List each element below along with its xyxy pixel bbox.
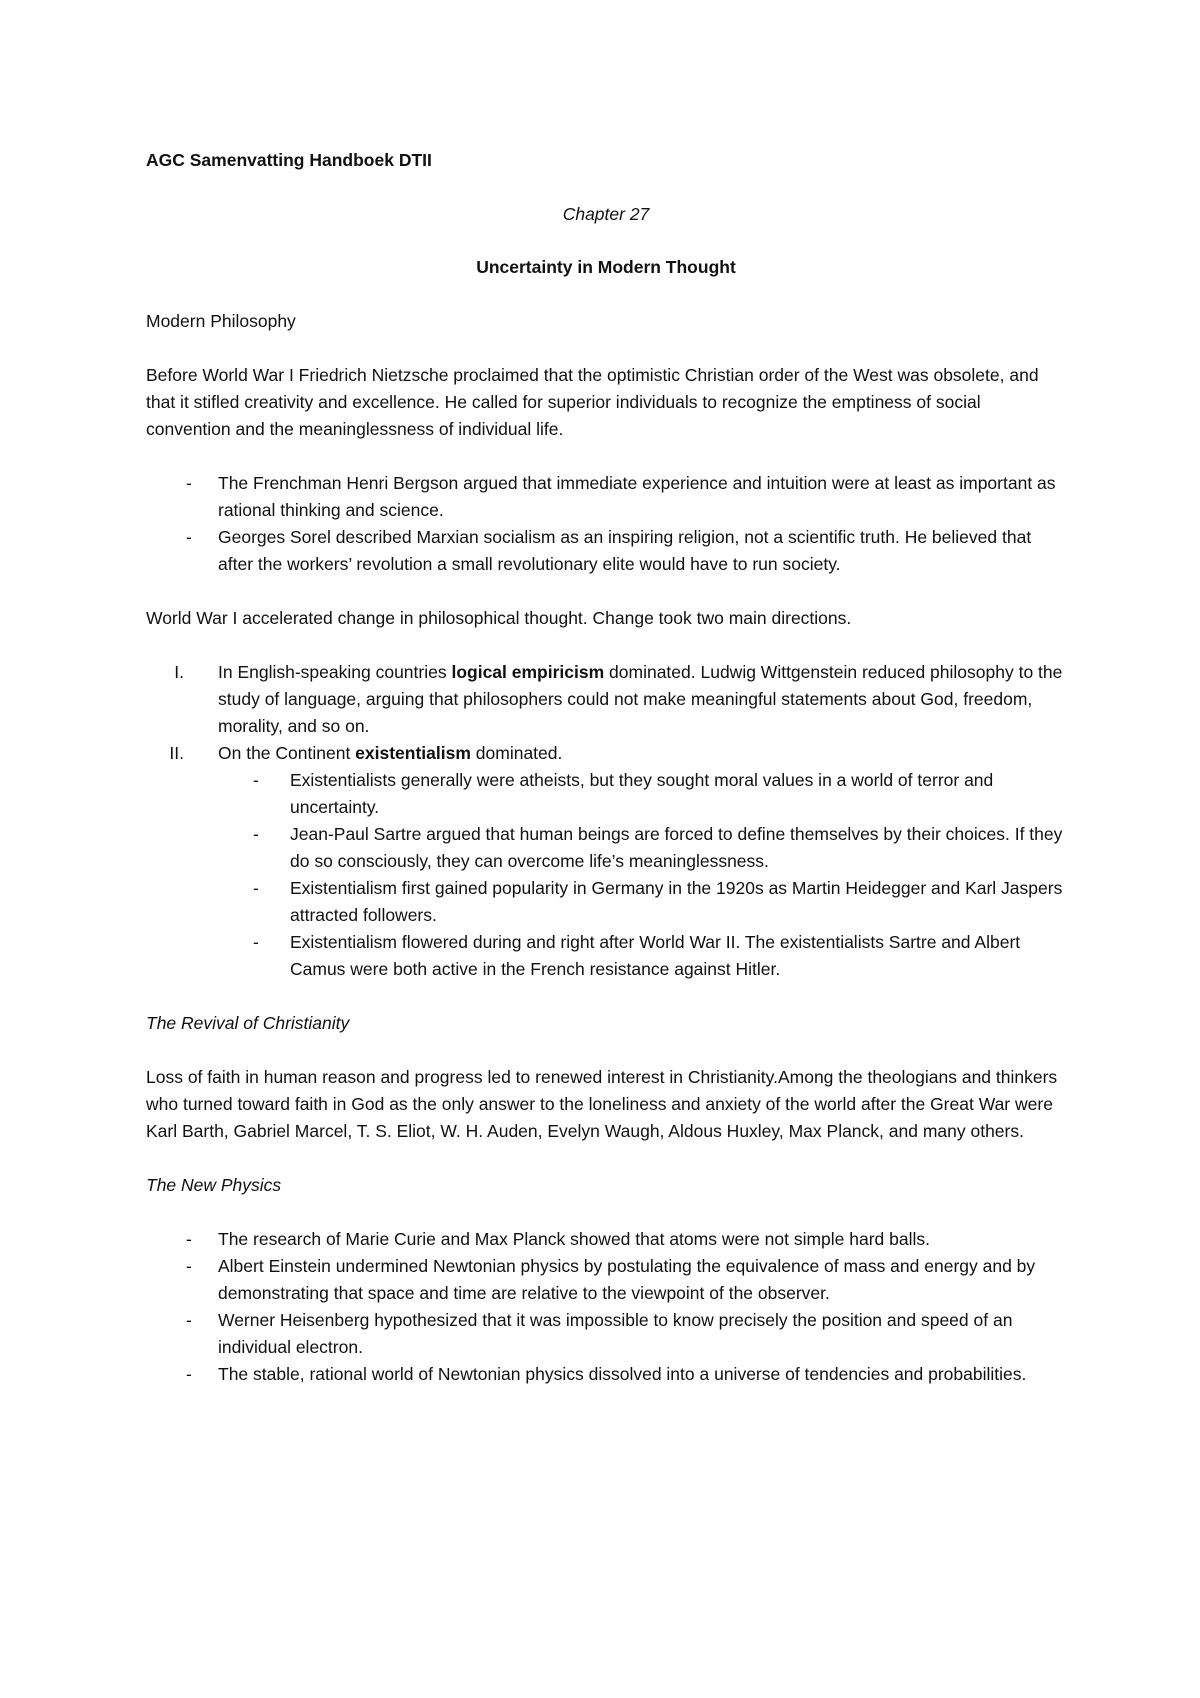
list-item: [146, 470, 1066, 524]
list-item-text: The research of Marie Curie and Max Planck showed that atoms were not simple hard balls.: [218, 1229, 930, 1249]
section-heading-modern-philosophy: Modern Philosophy: [146, 311, 296, 331]
list-item: [146, 524, 1066, 578]
dash-marker: -: [186, 1256, 192, 1276]
dash-marker: -: [186, 1364, 192, 1384]
paragraph-nietzsche: Before World War I Friedrich Nietzsche proclaimed that the optimistic Christian order of the West was obsolete, and that it stifled creativity and excellence. He called for superior individuals to recognize the emptiness of social convention and the meaninglessness of individual life.: [146, 365, 1039, 439]
dash-marker: -: [253, 824, 259, 844]
list-item-text-post: dominated. Ludwig Wittgenstein reduced philosophy to the study of language, arguing that philosophers could not make meaningful statements about God, freedom, morality, and so on.: [218, 662, 1063, 736]
list-item-text-post: dominated.: [470, 743, 563, 763]
list-item: [146, 1307, 1066, 1361]
chapter-label: Chapter 27: [562, 204, 650, 224]
dash-marker: -: [253, 770, 259, 790]
list-item-text-pre: In English-speaking countries: [218, 662, 452, 682]
list-item: [146, 1226, 1066, 1253]
list-item: [146, 1253, 1066, 1307]
list-item-text: Existentialists generally were atheists, but they sought moral values in a world of terror and uncertainty.: [290, 770, 994, 817]
list-item-text: Jean-Paul Sartre argued that human beings are forced to define themselves by their choices. If they do so consciously, they can overcome life’s meaninglessness.: [290, 824, 1063, 871]
paragraph-ww1-change: World War I accelerated change in philosophical thought. Change took two main directions.: [146, 608, 852, 628]
document-body: [146, 147, 1066, 1388]
list-item: [146, 821, 1066, 875]
list-item-text: Existentialism first gained popularity in Germany in the 1920s as Martin Heidegger and Karl Jaspers attracted followers.: [290, 878, 1063, 925]
sub-bullet-list-existentialism: [146, 767, 1066, 983]
bullet-list-philosophers: [146, 470, 1066, 578]
list-item-text: Georges Sorel described Marxian socialism as an inspiring religion, not a scientific truth. He believed that after the workers’ revolution a small revolutionary elite would have to run society.: [218, 527, 1032, 574]
list-item: [146, 740, 1066, 767]
chapter-title: Uncertainty in Modern Thought: [476, 257, 736, 277]
bold-term: logical empiricism: [451, 662, 605, 682]
dash-marker: -: [186, 527, 192, 547]
dash-marker: -: [186, 1310, 192, 1330]
bullet-list-physics: [146, 1226, 1066, 1388]
roman-list-directions: [146, 659, 1066, 767]
roman-marker: I.: [174, 662, 184, 682]
paragraph-christianity: Loss of faith in human reason and progress led to renewed interest in Christianity.Among the theologians and thinkers who turned toward faith in God as the only answer to the loneliness and anxiety of the world after the Great War were Karl Barth, Gabriel Marcel, T. S. Eliot, W. H. Auden, Evelyn Waugh, Aldous Huxley, Max Planck, and many others.: [146, 1067, 1058, 1141]
list-item: [146, 659, 1066, 740]
list-item: [146, 1361, 1066, 1388]
list-item-text: Albert Einstein undermined Newtonian physics by postulating the equivalence of mass and energy and by demonstrating that space and time are relative to the viewpoint of the observer.: [218, 1256, 1036, 1303]
section-heading-new-physics: The New Physics: [146, 1175, 282, 1195]
list-item-text-pre: On the Continent: [218, 743, 356, 763]
dash-marker: -: [186, 473, 192, 493]
dash-marker: -: [253, 878, 259, 898]
list-item-text: Werner Heisenberg hypothesized that it was impossible to know precisely the position and speed of an individual electron.: [218, 1310, 1013, 1357]
roman-marker: II.: [169, 743, 184, 763]
list-item-text: The stable, rational world of Newtonian physics dissolved into a universe of tendencies and probabilities.: [218, 1364, 1027, 1384]
bold-term: existentialism: [355, 743, 471, 763]
list-item: [146, 767, 1066, 821]
section-heading-revival-christianity: The Revival of Christianity: [146, 1013, 350, 1033]
list-item: [146, 875, 1066, 929]
list-item-text: Existentialism flowered during and right after World War II. The existentialists Sartre and Albert Camus were both active in the French resistance against Hitler.: [290, 932, 1021, 979]
dash-marker: -: [253, 932, 259, 952]
list-item: [146, 929, 1066, 983]
dash-marker: -: [186, 1229, 192, 1249]
document-title: AGC Samenvatting Handboek DTII: [146, 150, 432, 170]
list-item-text: The Frenchman Henri Bergson argued that immediate experience and intuition were at least as important as rational thinking and science.: [218, 473, 1056, 520]
